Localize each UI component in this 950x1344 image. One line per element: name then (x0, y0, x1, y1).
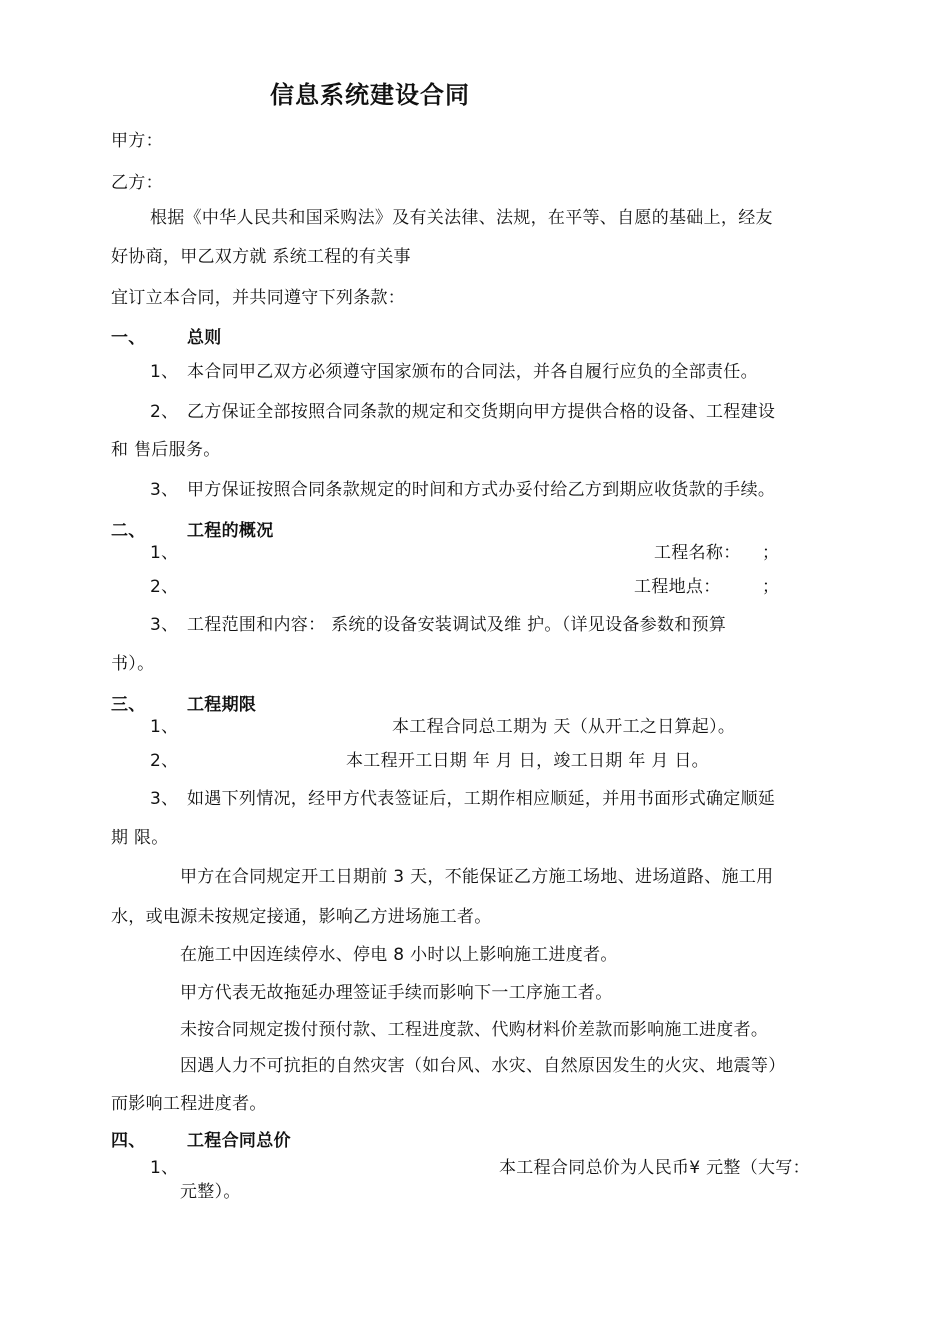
section-3-heading: 工程期限 (187, 695, 257, 715)
condition-2-text: 在施工中因连续停水、停电 8 小时以上影响施工进度者。 (180, 945, 618, 965)
intro-line-3: 宜订立本合同，并共同遵守下列条款： (111, 288, 406, 308)
section-4-number: 四、 (111, 1131, 146, 1151)
clause-2-1-number: 1、 (150, 543, 179, 563)
condition-5-text: 因遇人力不可抗拒的自然灾害（如台风、水灾、自然原因发生的火灾、地震等） (180, 1056, 786, 1076)
clause-3-2-text: 本工程开工日期 年 月 日，竣工日期 年 月 日。 (346, 751, 709, 771)
clause-1-1-number: 1、 (150, 362, 179, 382)
clause-4-1-text: 本工程合同总价为人民币¥ 元整（大写： (499, 1158, 810, 1178)
section-3-number: 三、 (111, 695, 146, 715)
condition-4-text: 未按合同规定拨付预付款、工程进度款、代购材料价差款而影响施工进度者。 (180, 1020, 769, 1040)
party-a-label: 甲方： (111, 131, 163, 151)
project-name-end: ； (762, 543, 780, 563)
intro-line-1: 根据《中华人民共和国采购法》及有关法律、法规，在平等、自愿的基础上，经友 (150, 208, 773, 228)
section-1-number: 一、 (111, 328, 146, 348)
clause-3-3-text: 如遇下列情况，经甲方代表签证后，工期作相应顺延，并用书面形式确定顺延 (187, 789, 776, 809)
clause-2-2-number: 2、 (150, 577, 179, 597)
clause-3-3-continuation: 期 限。 (111, 828, 169, 848)
clause-2-3-continuation: 书）。 (111, 654, 155, 674)
clause-1-2-continuation: 和 售后服务。 (111, 440, 221, 460)
document-title: 信息系统建设合同 (270, 81, 470, 109)
section-2-number: 二、 (111, 521, 146, 541)
clause-4-1-continuation: 元整）。 (180, 1182, 241, 1202)
clause-1-2-number: 2、 (150, 402, 179, 422)
clause-1-1-text: 本合同甲乙双方必须遵守国家颁布的合同法，并各自履行应负的全部责任。 (187, 362, 758, 382)
clause-1-3-number: 3、 (150, 480, 179, 500)
project-name-label: 工程名称： (654, 543, 741, 563)
clause-1-2-text: 乙方保证全部按照合同条款的规定和交货期向甲方提供合格的设备、工程建设 (187, 402, 776, 422)
clause-3-2-number: 2、 (150, 751, 179, 771)
section-1-heading: 总则 (187, 328, 222, 348)
condition-1-continuation: 水，或电源未按规定接通，影响乙方进场施工者。 (111, 907, 492, 927)
clause-2-3-text: 工程范围和内容： 系统的设备安装调试及维 护。（详见设备参数和预算 (187, 615, 727, 635)
project-location-end: ； (762, 577, 780, 597)
party-b-label: 乙方： (111, 173, 163, 193)
condition-1-text: 甲方在合同规定开工日期前 3 天，不能保证乙方施工场地、进场道路、施工用 (180, 867, 774, 887)
clause-3-3-number: 3、 (150, 789, 179, 809)
clause-1-3-text: 甲方保证按照合同条款规定的时间和方式办妥付给乙方到期应收货款的手续。 (187, 480, 776, 500)
clause-3-1-text: 本工程合同总工期为 天（从开工之日算起）。 (392, 717, 736, 737)
condition-5-continuation: 而影响工程进度者。 (111, 1094, 267, 1114)
clause-4-1-number: 1、 (150, 1158, 179, 1178)
clause-3-1-number: 1、 (150, 717, 179, 737)
condition-3-text: 甲方代表无故拖延办理签证手续而影响下一工序施工者。 (180, 983, 613, 1003)
section-2-heading: 工程的概况 (187, 521, 274, 541)
clause-2-3-number: 3、 (150, 615, 179, 635)
section-4-heading: 工程合同总价 (187, 1131, 291, 1151)
project-location-label: 工程地点： (634, 577, 721, 597)
intro-line-2: 好协商，甲乙双方就 系统工程的有关事 (111, 247, 411, 267)
